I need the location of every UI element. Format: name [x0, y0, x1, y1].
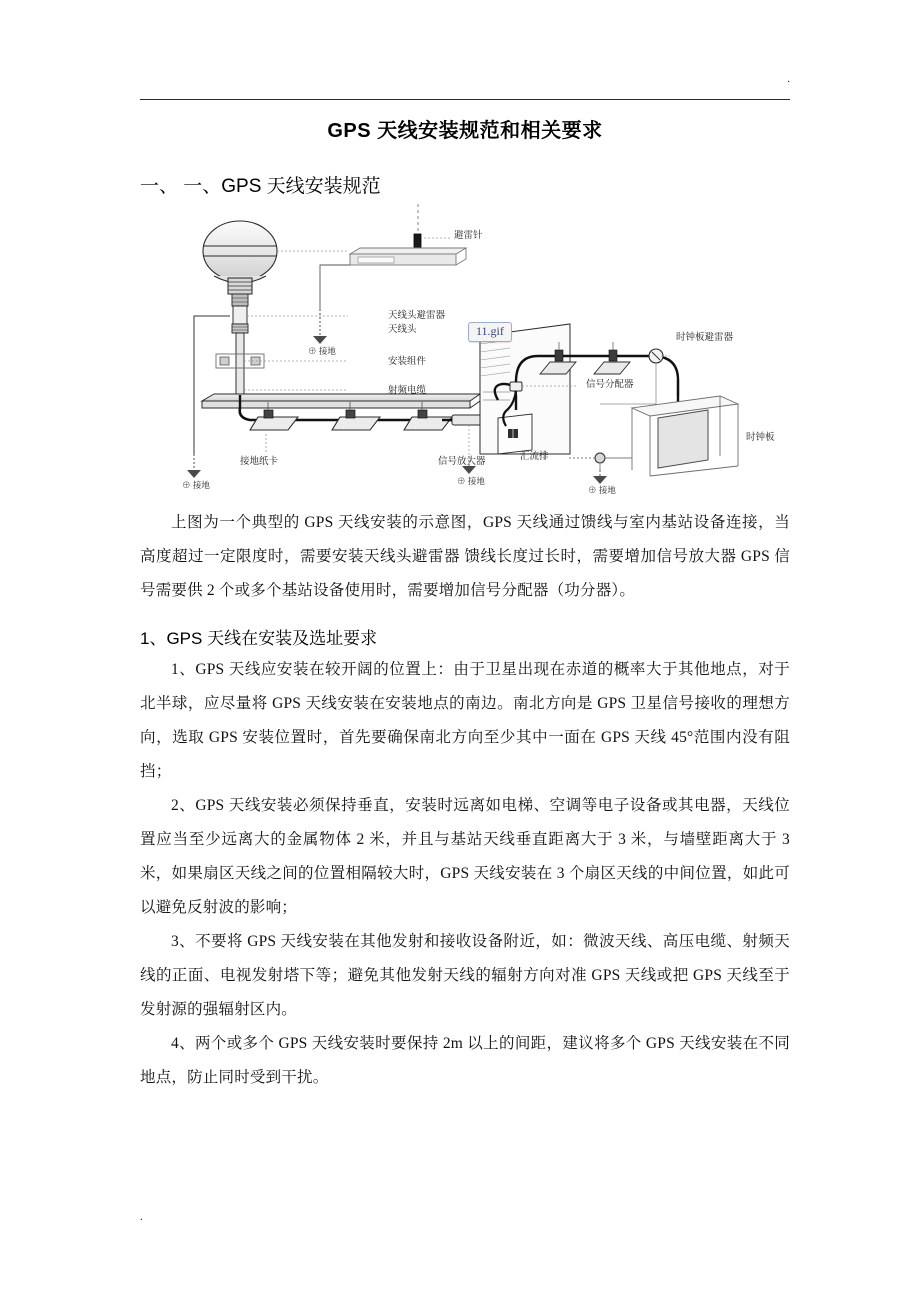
building-wall-graphic: [480, 324, 570, 454]
section-heading-1: 一、 一、GPS 天线安装规范: [140, 176, 381, 197]
page-footer: [140, 1212, 790, 1232]
page-header: [140, 72, 790, 100]
page-title: GPS 天线安装规范和相关要求: [327, 120, 603, 142]
diagram-label-clock-board-arrester: 时钟板避雷器: [676, 332, 734, 343]
diagram-label-signal-amplifier: 信号放大器: [438, 456, 486, 467]
header-mark: .: [787, 73, 790, 85]
paragraph-item-4: 4、两个或多个 GPS 天线安装时要保持 2m 以上的间距，建议将多个 GPS 天线安装在不同地点，防止同时受到干扰。: [140, 1035, 790, 1086]
roof-slab-graphic: [202, 394, 480, 408]
diagram-label-grounding-clip: 接地纸卡: [240, 456, 279, 467]
diagram-label-signal-splitter: 信号分配器: [586, 379, 634, 390]
diagram-label-antenna-arrester: 天线头避雷器: [388, 310, 446, 321]
busbar-graphic: [568, 453, 632, 470]
diagram-label-antenna-head: 天线头: [388, 324, 417, 335]
paragraph-item-1: 1、GPS 天线应安装在较开阔的位置上：由于卫星出现在赤道的概率大于其他地点，对于北半球，应尽量将 GPS 天线安装在安装地点的南边。南北方向是 GPS 卫星信号接收的理想方向，选取 GPS 安装位置时，首先要确保南北方向至少其中一面在 GPS 天线 45°范围内没有阻挡；: [140, 661, 790, 780]
lightning-rod-graphic: [320, 204, 466, 309]
diagram-label-clock-board: 时钟板: [746, 432, 775, 443]
broken-image-placeholder[interactable]: 11.gif: [468, 322, 512, 342]
diagram-label-ground-4: ⊕ 接地: [588, 485, 616, 495]
diagram-label-rf-cable: 射频电缆: [388, 385, 427, 396]
diagram-label-ground-2: ⊕ 接地: [308, 346, 336, 356]
diagram-label-ground-3: ⊕ 接地: [457, 476, 485, 486]
document-content: [140, 104, 790, 1095]
footer-mark: .: [140, 1211, 143, 1223]
paragraph-item-2: 2、GPS 天线安装必须保持垂直，安装时远离如电梯、空调等电子设备或其电器，天线位置应当至少远离大的金属物体 2 米，并且与基站天线垂直距离大于 3 米，与墙壁距离大于 3 米，如果扇区天线之间的位置相隔较大时，GPS 天线安装在 3 个扇区天线的中间位置，如此可以避免反射波的影响；: [140, 797, 790, 916]
diagram-canvas: [180, 204, 775, 495]
gps-antenna-diagram: [140, 204, 790, 504]
header-divider: [140, 99, 790, 100]
clock-board-graphic: [632, 380, 738, 476]
subsection-heading-1: 1、GPS 天线在安装及选址要求: [140, 629, 378, 648]
paragraph-item-3: 3、不要将 GPS 天线安装在其他发射和接收设备附近，如：微波天线、高压电缆、射频天线的正面、电视发射塔下等；避免其他发射天线的辐射方向对准 GPS 天线或把 GPS 天线至于发射源的强辐射区内。: [140, 933, 790, 1018]
diagram-label-lightning-rod: 避雷针: [454, 230, 483, 241]
diagram-label-busbar: 汇流排: [520, 451, 549, 462]
diagram-label-mounting-assembly: 安装组件: [388, 356, 427, 367]
diagram-label-ground-1: ⊕ 接地: [182, 480, 210, 490]
paragraph-intro: 上图为一个典型的 GPS 天线安装的示意图，GPS 天线通过馈线与室内基站设备连接，当高度超过一定限度时，需要安装天线头避雷器 馈线长度过长时，需要增加信号放大器 GPS 信号需要供 2 个或多个基站设备使用时，需要增加信号分配器（功分器）。: [140, 514, 790, 599]
